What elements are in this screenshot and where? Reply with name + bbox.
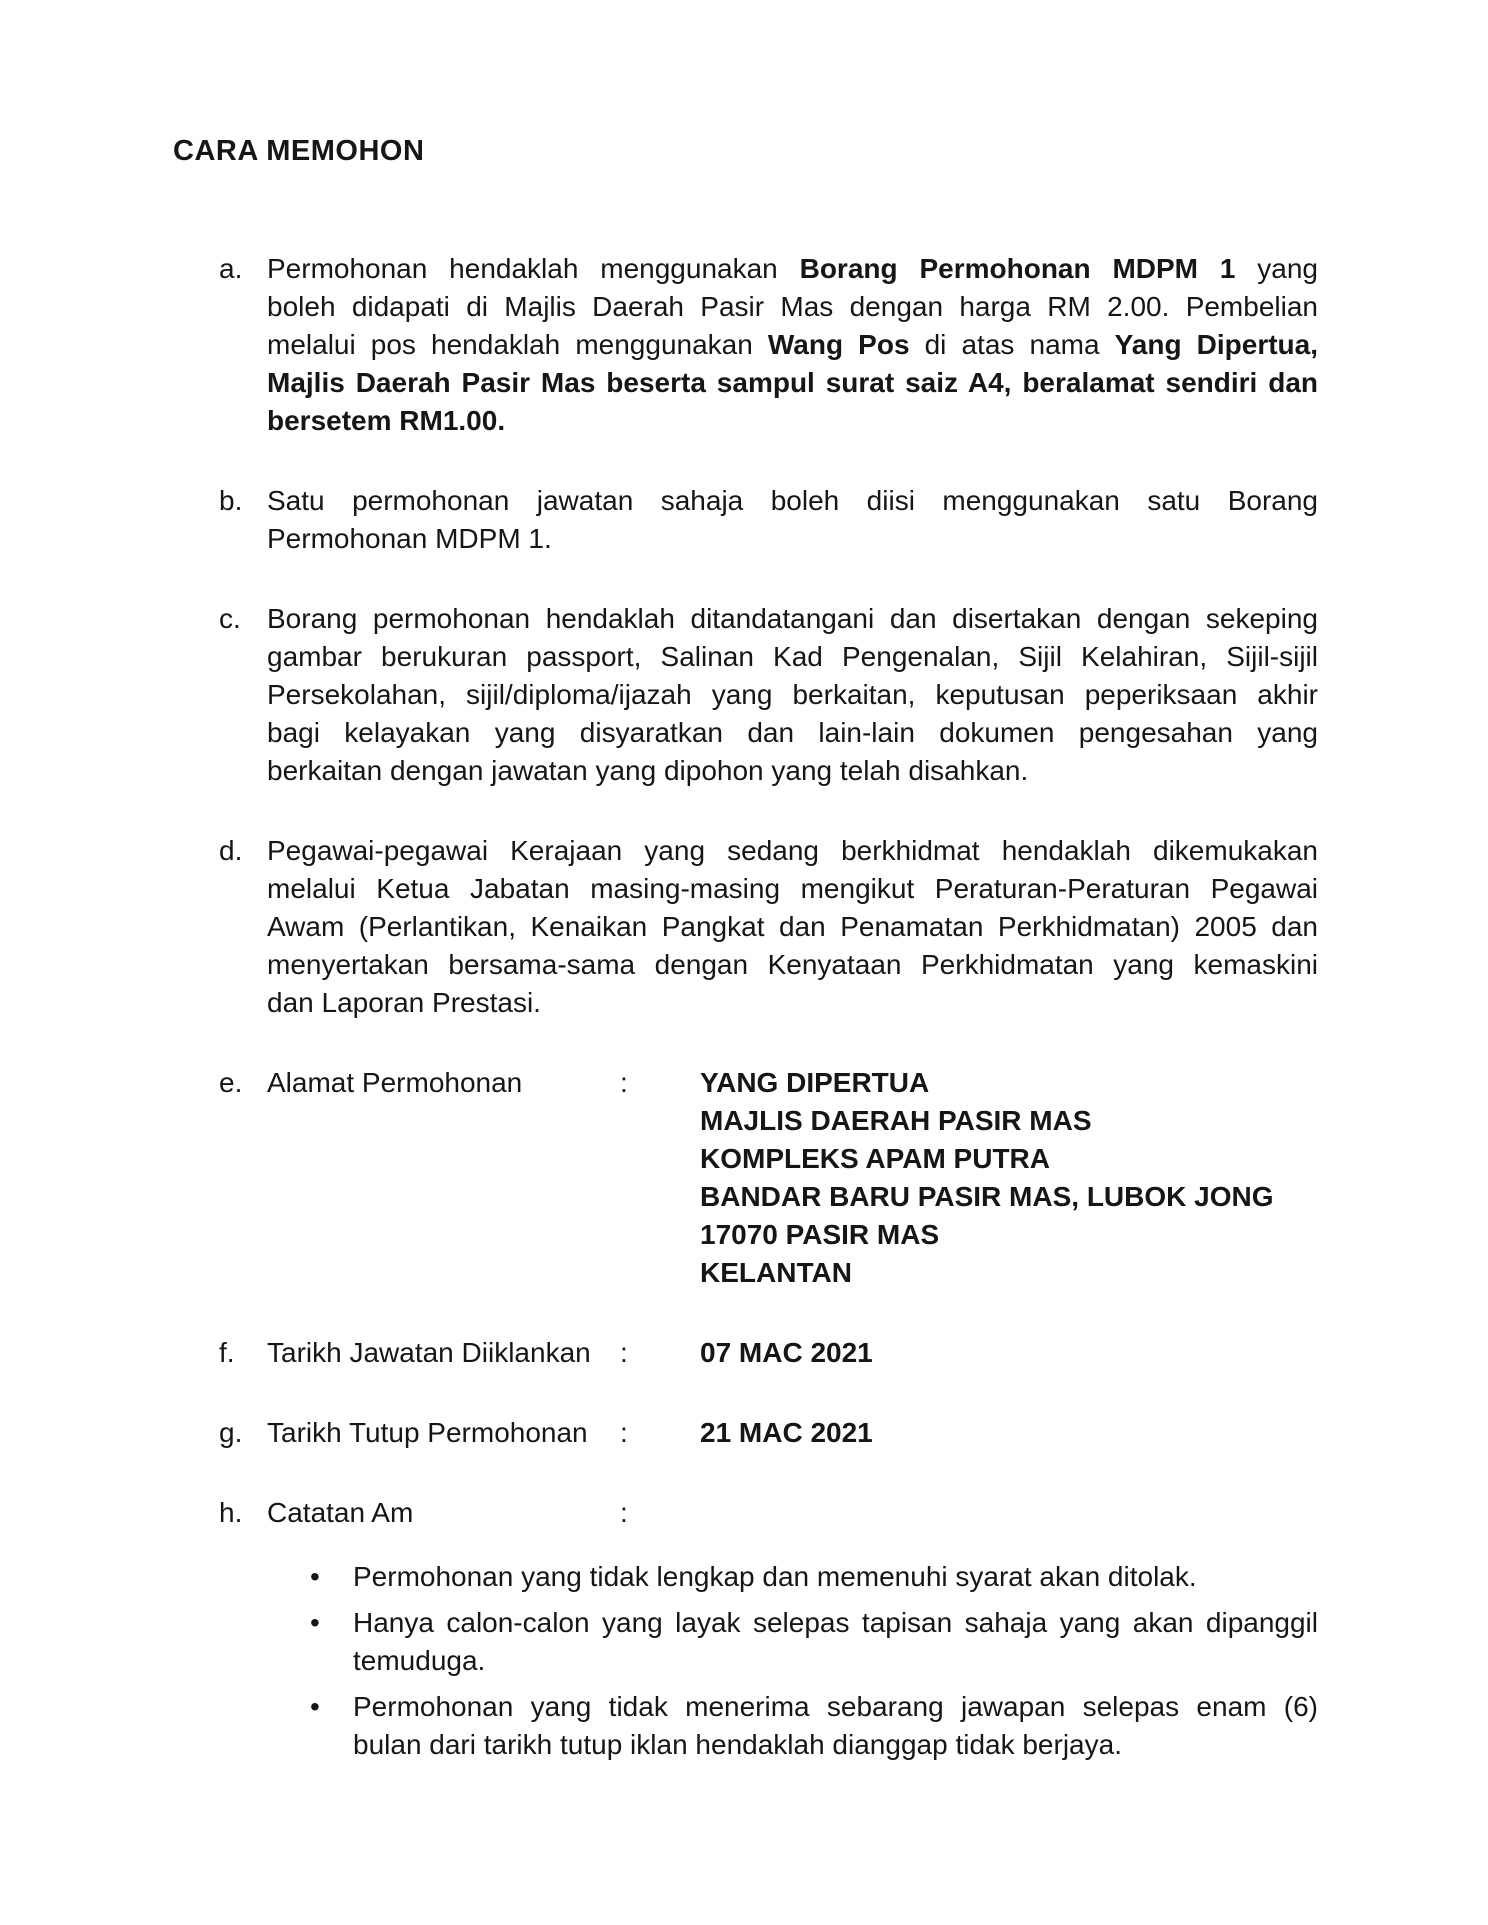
item-content <box>267 600 1318 790</box>
field-row <box>267 1494 1318 1532</box>
text-segment: melalui Ketua Jabatan masing-masing mengikut Peraturan-Peraturan Pegawai <box>267 873 1318 904</box>
item-marker: a. <box>219 253 243 284</box>
field-value-line: 17070 PASIR MAS <box>700 1219 940 1250</box>
field-label: Catatan Am <box>267 1497 414 1528</box>
text-segment: Satu permohonan jawatan sahaja boleh diisi menggunakan satu Borang <box>267 485 1318 516</box>
paragraph-line <box>267 288 1318 326</box>
paragraph-line <box>267 946 1318 984</box>
bullet-marker-icon: • <box>310 1691 320 1722</box>
field-value-line: BANDAR BARU PASIR MAS, LUBOK JONG <box>700 1181 1274 1212</box>
bullet-text <box>353 1688 1318 1764</box>
paragraph-line <box>267 600 1318 638</box>
text-segment: Permohonan MDPM 1. <box>267 523 552 554</box>
field-label: Alamat Permohonan <box>267 1067 523 1098</box>
paragraph-line <box>267 832 1318 870</box>
item-content <box>267 250 1318 440</box>
paragraph-line <box>267 364 1318 402</box>
list-item <box>219 1414 1318 1452</box>
bullet-line: temuduga. <box>353 1645 486 1676</box>
field-value-line: KELANTAN <box>700 1257 852 1288</box>
bullet-line: Permohonan yang tidak lengkap dan memenuhi syarat akan ditolak. <box>353 1561 1197 1592</box>
bullet-marker-icon: • <box>310 1607 320 1638</box>
bullet-line: Permohonan yang tidak menerima sebarang jawapan selepas enam (6) <box>353 1691 1318 1722</box>
field-label: Tarikh Jawatan Diiklankan <box>267 1337 591 1368</box>
paragraph-line <box>267 676 1318 714</box>
bold-text-segment: Majlis Daerah Pasir Mas beserta sampul surat saiz A4, beralamat sendiri dan <box>267 367 1318 398</box>
paragraph-line <box>267 326 1318 364</box>
bullet-item <box>310 1604 1318 1680</box>
item-marker: f. <box>219 1337 235 1368</box>
bullet-text <box>353 1604 1318 1680</box>
paragraph-line <box>267 638 1318 676</box>
list-item <box>219 600 1318 790</box>
field-values <box>700 1414 1318 1452</box>
bullet-text <box>353 1558 1318 1596</box>
list-item <box>219 250 1318 440</box>
paragraph-line <box>267 984 1318 1022</box>
text-segment: Borang permohonan hendaklah ditandatangani dan disertakan dengan sekeping <box>267 603 1318 634</box>
field-value-line: 21 MAC 2021 <box>700 1417 873 1448</box>
field-value-line: KOMPLEKS APAM PUTRA <box>700 1143 1050 1174</box>
paragraph-line <box>267 402 1318 440</box>
bullet-item <box>310 1688 1318 1764</box>
text-segment: melalui pos hendaklah menggunakan <box>267 329 768 360</box>
field-value-line: 07 MAC 2021 <box>700 1337 873 1368</box>
text-segment: gambar berukuran passport, Salinan Kad Pengenalan, Sijil Kelahiran, Sijil-sijil <box>267 641 1318 672</box>
item-content <box>267 1064 1318 1292</box>
page-title: CARA MEMOHON <box>173 135 425 167</box>
bullet-line: bulan dari tarikh tutup iklan hendaklah dianggap tidak berjaya. <box>353 1729 1122 1760</box>
field-label: Tarikh Tutup Permohonan <box>267 1417 588 1448</box>
paragraph-line <box>267 870 1318 908</box>
item-marker: e. <box>219 1067 243 1098</box>
field-colon: : <box>620 1337 628 1368</box>
item-marker: g. <box>219 1417 243 1448</box>
paragraph-line <box>267 482 1318 520</box>
bold-text-segment: bersetem RM1.00. <box>267 405 506 436</box>
item-content <box>267 1494 1318 1772</box>
items-list <box>173 250 1318 1772</box>
bullet-marker-icon: • <box>310 1561 320 1592</box>
item-marker: c. <box>219 603 241 634</box>
paragraph-line <box>267 908 1318 946</box>
item-content <box>267 1414 1318 1452</box>
field-colon: : <box>620 1417 628 1448</box>
bold-text-segment: Borang Permohonan MDPM 1 <box>799 253 1236 284</box>
bullet-item <box>310 1558 1318 1596</box>
item-marker: d. <box>219 835 243 866</box>
text-segment: menyertakan bersama-sama dengan Kenyataan Perkhidmatan yang kemaskini <box>267 949 1318 980</box>
text-segment: dan Laporan Prestasi. <box>267 987 541 1018</box>
list-item <box>219 832 1318 1022</box>
list-item <box>219 1064 1318 1292</box>
bullet-list <box>267 1558 1318 1764</box>
bold-text-segment: Wang Pos <box>767 329 910 360</box>
text-segment: di atas nama <box>909 329 1115 360</box>
list-item <box>219 1334 1318 1372</box>
paragraph-line <box>267 752 1318 790</box>
text-segment: berkaitan dengan jawatan yang dipohon yang telah disahkan. <box>267 755 1029 786</box>
item-content <box>267 832 1318 1022</box>
text-segment: Persekolahan, sijil/diploma/ijazah yang berkaitan, keputusan peperiksaan akhir <box>267 679 1318 710</box>
item-marker: b. <box>219 485 243 516</box>
text-segment: bagi kelayakan yang disyaratkan dan lain-lain dokumen pengesahan yang <box>267 717 1318 748</box>
bullet-line: Hanya calon-calon yang layak selepas tapisan sahaja yang akan dipanggil <box>353 1607 1318 1638</box>
field-values <box>700 1334 1318 1372</box>
text-segment: boleh didapati di Majlis Daerah Pasir Mas dengan harga RM 2.00. Pembelian <box>267 291 1318 322</box>
text-segment: yang <box>1235 253 1319 284</box>
list-item <box>219 1494 1318 1772</box>
text-segment: Permohonan hendaklah menggunakan <box>267 253 800 284</box>
field-value-line: YANG DIPERTUA <box>700 1067 930 1098</box>
bold-text-segment: Yang Dipertua, <box>1114 329 1318 360</box>
text-segment: Awam (Perlantikan, Kenaikan Pangkat dan Penamatan Perkhidmatan) 2005 dan <box>267 911 1318 942</box>
item-marker: h. <box>219 1497 243 1528</box>
field-row <box>267 1414 1318 1452</box>
paragraph-line <box>267 714 1318 752</box>
paragraph-line <box>267 250 1318 288</box>
paragraph-line <box>267 520 1318 558</box>
field-values <box>700 1064 1318 1292</box>
field-colon: : <box>620 1497 628 1528</box>
field-value-line: MAJLIS DAERAH PASIR MAS <box>700 1105 1092 1136</box>
field-colon: : <box>620 1067 628 1098</box>
item-content <box>267 482 1318 558</box>
list-item <box>219 482 1318 558</box>
field-row <box>267 1334 1318 1372</box>
item-content <box>267 1334 1318 1372</box>
text-segment: Pegawai-pegawai Kerajaan yang sedang berkhidmat hendaklah dikemukakan <box>267 835 1318 866</box>
field-row <box>267 1064 1318 1292</box>
